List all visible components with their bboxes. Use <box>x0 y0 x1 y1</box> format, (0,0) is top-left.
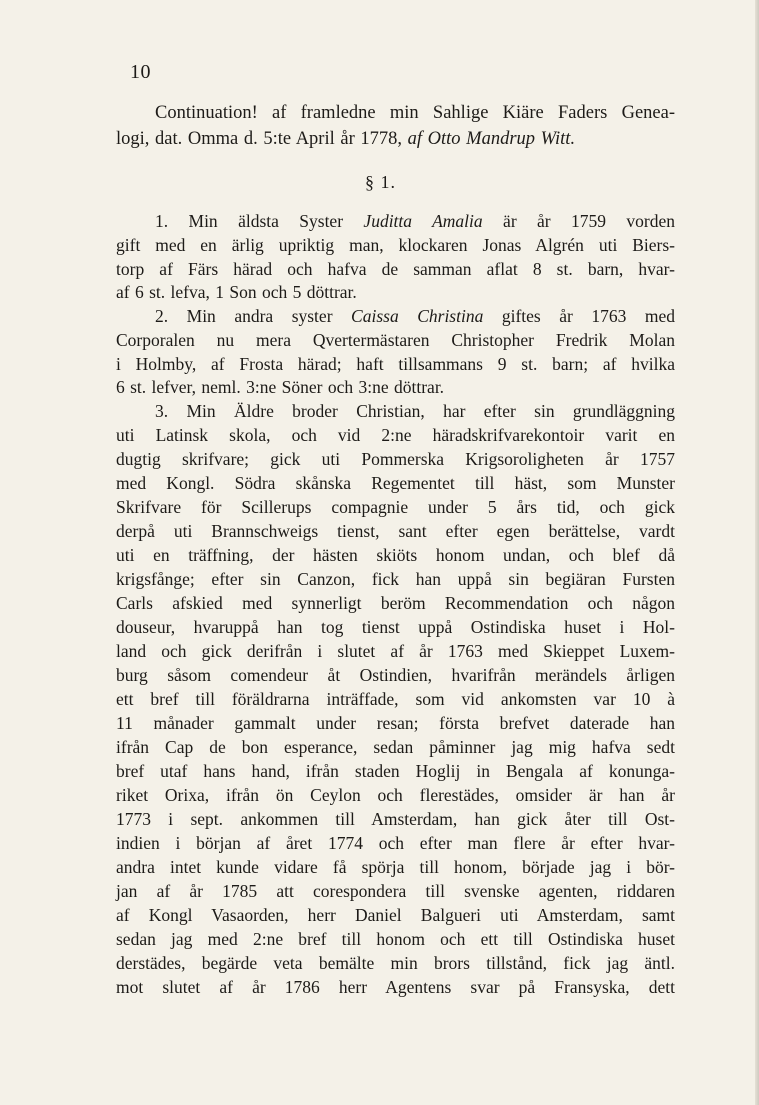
paragraph-2-line-3: i Holmby, af Frosta härad; haft tillsammans 9 st. barn; af hvilka <box>116 354 675 374</box>
paragraph-3-line-23: sedan jag med 2:ne bref till honom och ett till Ostindiska huset <box>116 929 675 949</box>
paragraph-1-line-3: torp af Färs härad och hafva de samman aflat 8 st. barn, hvar- <box>116 259 675 279</box>
paragraph-3-line-12: burg såsom comendeur åt Ostindien, hvarifrån merändels årligen <box>116 665 675 685</box>
p1-intro-end: är år 1759 vorden <box>503 211 675 231</box>
p2-intro-end: giftes år 1763 med <box>501 306 675 326</box>
paragraph-3-line-24: derstädes, begärde veta bemälte min brors tillstånd, fick jag äntl. <box>116 953 675 973</box>
paragraph-3-line-16: bref utaf hans hand, ifrån staden Hoglij in Bengala af konunga- <box>116 761 675 781</box>
paragraph-3-line-15: ifrån Cap de bon esperance, sedan påminner jag mig hafva sedt <box>116 737 675 757</box>
paragraph-3-line-18: 1773 i sept. ankommen till Amsterdam, han gick åter till Ost- <box>116 809 675 829</box>
paragraph-3-line-6: derpå uti Brannschweigs tienst, sant efter egen berättelse, vardt <box>116 521 675 541</box>
p2-sister-name: Caissa Christina <box>351 306 484 326</box>
paragraph-1-line-4: af 6 st. lefva, 1 Son och 5 döttrar. <box>116 282 357 302</box>
paragraph-2-line-2: Corporalen nu mera Qvertermästaren Christopher Fredrik Molan <box>116 330 675 350</box>
paragraph-3-line-9: Carls afskied med synnerligt beröm Recommendation och någon <box>116 593 675 613</box>
paragraph-3-line-25: mot slutet af år 1786 herr Agentens svar på Fransyska, dett <box>116 977 675 997</box>
paragraph-3-line-10: douseur, hvaruppå han tog tienst uppå Ostindiska huset i Hol- <box>116 617 675 637</box>
heading-line-1: Continuation! af framledne min Sahlige Kiäre Faders Genea- <box>155 103 675 123</box>
paragraph-2-line-4: 6 st. lefver, neml. 3:ne Söner och 3:ne döttrar. <box>116 377 445 397</box>
paragraph-1-line-1 <box>155 209 675 233</box>
paragraph-3-line-11: land och gick derifrån i slutet af år 1763 med Skieppet Luxem- <box>116 641 675 661</box>
paragraph-3-line-5: Skrifvare för Scillerups compagnie under 5 års tid, och gick <box>116 497 675 517</box>
page-number: 10 <box>130 61 151 83</box>
paragraph-3-line-17: riket Orixa, ifrån ön Ceylon och flerestädes, omsider är han år <box>116 785 675 805</box>
paragraph-3-line-20: andra intet kunde vidare få spörja till honom, började jag i bör- <box>116 857 675 877</box>
paragraph-1-line-2: gift med en ärlig upriktig man, klockaren Jonas Algrén uti Biers- <box>116 235 675 255</box>
paragraph-3-line-3: dugtig skrifvare; gick uti Pommerska Krigsoroligheten år 1757 <box>116 449 675 469</box>
p1-sister-name: Juditta Amalia <box>363 211 483 231</box>
p2-intro: 2. Min andra syster <box>155 306 333 326</box>
paragraph-3-line-8: krigsfånge; efter sin Canzon, fick han uppå sin begiäran Fursten <box>116 569 675 589</box>
heading-author: af Otto Mandrup Witt. <box>407 129 576 149</box>
heading-date: logi, dat. Omma d. 5:te April år 1778, <box>116 129 402 149</box>
section-mark: § 1. <box>365 172 396 192</box>
paragraph-3-line-22: af Kongl Vasaorden, herr Daniel Balgueri uti Amsterdam, samt <box>116 905 675 925</box>
paragraph-2-line-1 <box>155 304 675 328</box>
page-gutter-edge <box>755 0 759 1105</box>
p1-intro: 1. Min äldsta Syster <box>155 211 344 231</box>
paragraph-3-line-14: 11 månader gammalt under resan; första brefvet daterade han <box>116 713 675 733</box>
paragraph-3-line-1: 3. Min Äldre broder Christian, har efter sin grundläggning <box>155 401 675 421</box>
paragraph-3-line-2: uti Latinsk skola, och vid 2:ne häradskrifvarekontoir varit en <box>116 425 675 445</box>
paragraph-3-line-21: jan af år 1785 att corespondera till svenske agenten, riddaren <box>116 881 675 901</box>
paragraph-3-line-19: indien i början af året 1774 och efter man flere år efter hvar- <box>116 833 675 853</box>
paragraph-3-line-13: ett bref till föräldrarna inträffade, som vid ankomsten var 10 à <box>116 689 675 709</box>
paragraph-3-line-4: med Kongl. Södra skånska Regementet till häst, som Munster <box>116 473 675 493</box>
heading-line-2 <box>116 127 675 151</box>
paragraph-3-line-7: uti en träffning, der hästen skiöts honom undan, och blef då <box>116 545 675 565</box>
